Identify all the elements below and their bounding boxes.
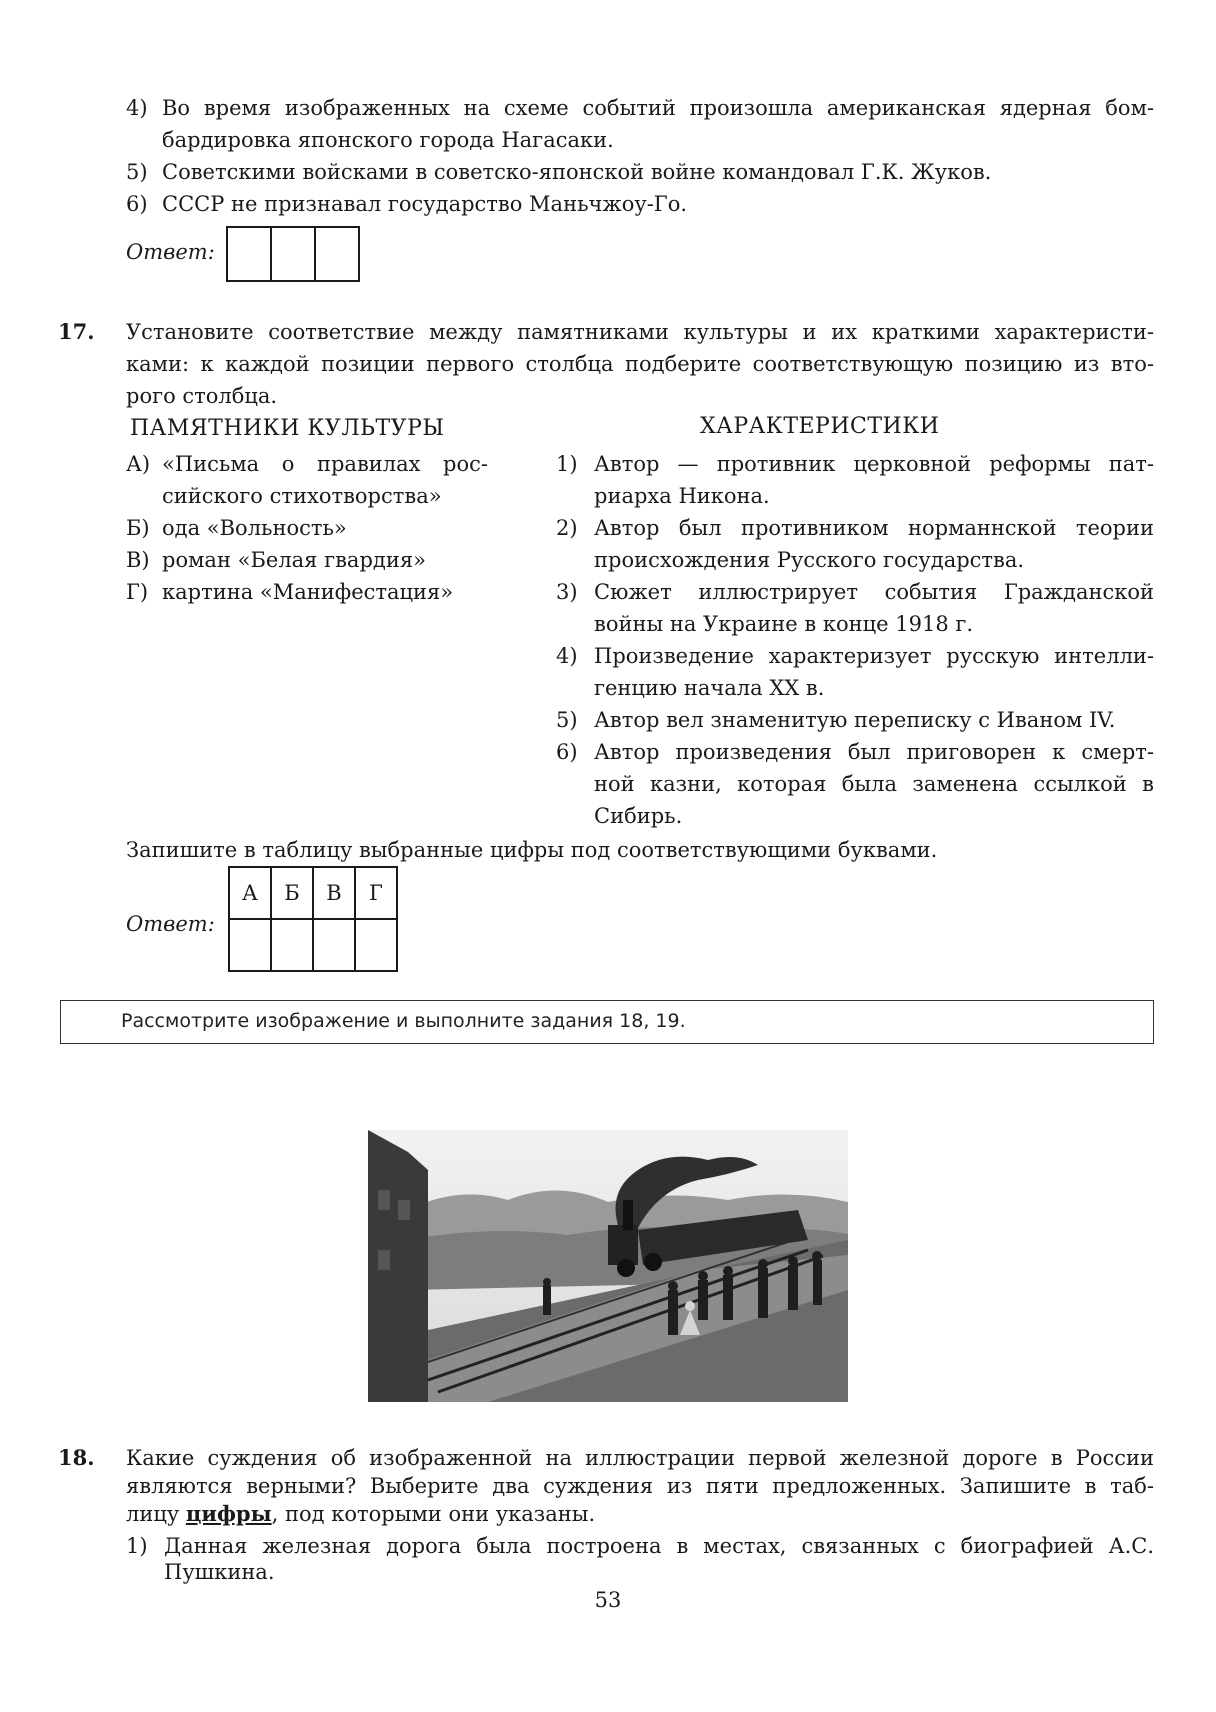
q17-right-item-5-text: Автор вел знаменитую переписку с Иваном IV. <box>594 708 1116 732</box>
q17-left-item-v-letter: В) <box>126 548 150 572</box>
q17-left-item-g-letter: Г) <box>126 580 149 604</box>
q16-answer-cell[interactable] <box>315 227 359 281</box>
q17-number: 17. <box>58 319 95 344</box>
q17-right-item-3-line1: Сюжет иллюстрирует события Гражданской <box>594 580 1154 604</box>
q17-right-item-5-number: 5) <box>556 708 578 732</box>
q17-right-item-4-line2: генцию начала XX в. <box>594 676 825 700</box>
q16-item-5-number: 5) <box>126 160 148 184</box>
q17-right-item-2-line2: происхождения Русского государства. <box>594 548 1025 572</box>
q17-answer-cell-a[interactable] <box>229 919 271 971</box>
q17-left-item-v-text: роман «Белая гвардия» <box>162 548 426 572</box>
q17-answer-cell-v[interactable] <box>313 919 355 971</box>
q18-item-1-line1: Данная железная дорога была построена в местах, связанных с биографией А.С. <box>164 1534 1154 1558</box>
q17-right-item-6-number: 6) <box>556 740 578 764</box>
q16-item-6-number: 6) <box>126 192 148 216</box>
q17-right-item-2-number: 2) <box>556 516 578 540</box>
q17-right-item-6-line3: Сибирь. <box>594 804 683 828</box>
q16-answer-boxes <box>226 226 360 282</box>
q17-right-item-3-line2: войны на Украине в конце 1918 г. <box>594 612 974 636</box>
q18-item-1-line2: Пушкина. <box>164 1560 275 1584</box>
q16-answer-cell[interactable] <box>271 227 315 281</box>
task-instruction-box <box>60 1000 1154 1044</box>
q18-prompt-emphasis: цифры <box>185 1501 272 1526</box>
q17-left-item-a-letter: А) <box>126 452 151 476</box>
q16-item-4-line2: бардировка японского города Нагасаки. <box>162 128 614 152</box>
q17-left-heading: ПАМЯТНИКИ КУЛЬТУРЫ <box>130 416 445 441</box>
q17-right-item-4-line1: Произведение характеризует русскую интелли- <box>594 644 1154 668</box>
q17-left-item-b-letter: Б) <box>126 516 150 540</box>
q17-answer-header-g: Г <box>355 867 397 919</box>
q17-left-item-b-text: ода «Вольность» <box>162 516 347 540</box>
q17-right-item-6-line2: ной казни, которая была заменена ссылкой в <box>594 772 1154 796</box>
q17-right-item-2-line1: Автор был противником норманнской теории <box>594 516 1154 540</box>
q18-prompt-line3-start: лицу <box>126 1502 180 1526</box>
q16-item-5-text: Советскими войсками в советско-японской войне командовал Г.К. Жуков. <box>162 160 992 184</box>
q17-prompt-line1: Установите соответствие между памятниками культуры и их краткими характеристи- <box>126 320 1154 344</box>
q17-prompt-line3: рого столбца. <box>126 384 278 408</box>
q18-prompt-line3-end: , под которыми они указаны. <box>271 1502 596 1526</box>
railway-illustration <box>368 1130 848 1402</box>
q16-answer-label: Ответ: <box>126 240 215 264</box>
q16-answer-cell[interactable] <box>227 227 271 281</box>
q17-answer-table <box>228 866 398 972</box>
q18-prompt-line3 <box>126 1498 595 1530</box>
q17-instruction: Запишите в таблицу выбранные цифры под соответствующими буквами. <box>126 838 938 862</box>
q17-right-item-1-line2: риарха Никона. <box>594 484 770 508</box>
q17-right-item-4-number: 4) <box>556 644 578 668</box>
q17-answer-header-b: Б <box>271 867 313 919</box>
task-instruction-text: Рассмотрите изображение и выполните задания 18, 19. <box>121 1010 686 1032</box>
q18-number: 18. <box>58 1445 95 1470</box>
q17-answer-cell-b[interactable] <box>271 919 313 971</box>
q17-right-item-1-line1: Автор — противник церковной реформы пат- <box>594 452 1154 476</box>
q17-answer-cell-g[interactable] <box>355 919 397 971</box>
q17-right-item-6-line1: Автор произведения был приговорен к смерт- <box>594 740 1154 764</box>
q17-answer-header-a: А <box>229 867 271 919</box>
q17-left-item-g-text: картина «Манифестация» <box>162 580 454 604</box>
q16-item-4-line1: Во время изображенных на схеме событий произошла американская ядерная бом- <box>162 96 1154 120</box>
q17-left-item-a-line2: сийского стихотворства» <box>162 484 442 508</box>
q18-item-1-number: 1) <box>126 1534 148 1558</box>
q17-answer-header-v: В <box>313 867 355 919</box>
q17-right-heading: ХАРАКТЕРИСТИКИ <box>700 414 940 439</box>
q17-answer-label: Ответ: <box>126 912 215 936</box>
q17-left-item-a-line1: «Письма о правилах рос- <box>162 452 488 476</box>
q18-prompt-line1: Какие суждения об изображенной на иллюстрации первой железной дороге в России <box>126 1446 1154 1470</box>
q16-item-4-number: 4) <box>126 96 148 120</box>
q17-prompt-line2: ками: к каждой позиции первого столбца подберите соответствующую позицию из вто- <box>126 352 1154 376</box>
q16-item-6-text: СССР не признавал государство Маньчжоу-Го. <box>162 192 688 216</box>
q18-prompt-line2: являются верными? Выберите два суждения из пяти предложенных. Запишите в таб- <box>126 1474 1154 1498</box>
q17-right-item-1-number: 1) <box>556 452 578 476</box>
q17-right-item-3-number: 3) <box>556 580 578 604</box>
page-number: 53 <box>594 1588 622 1612</box>
